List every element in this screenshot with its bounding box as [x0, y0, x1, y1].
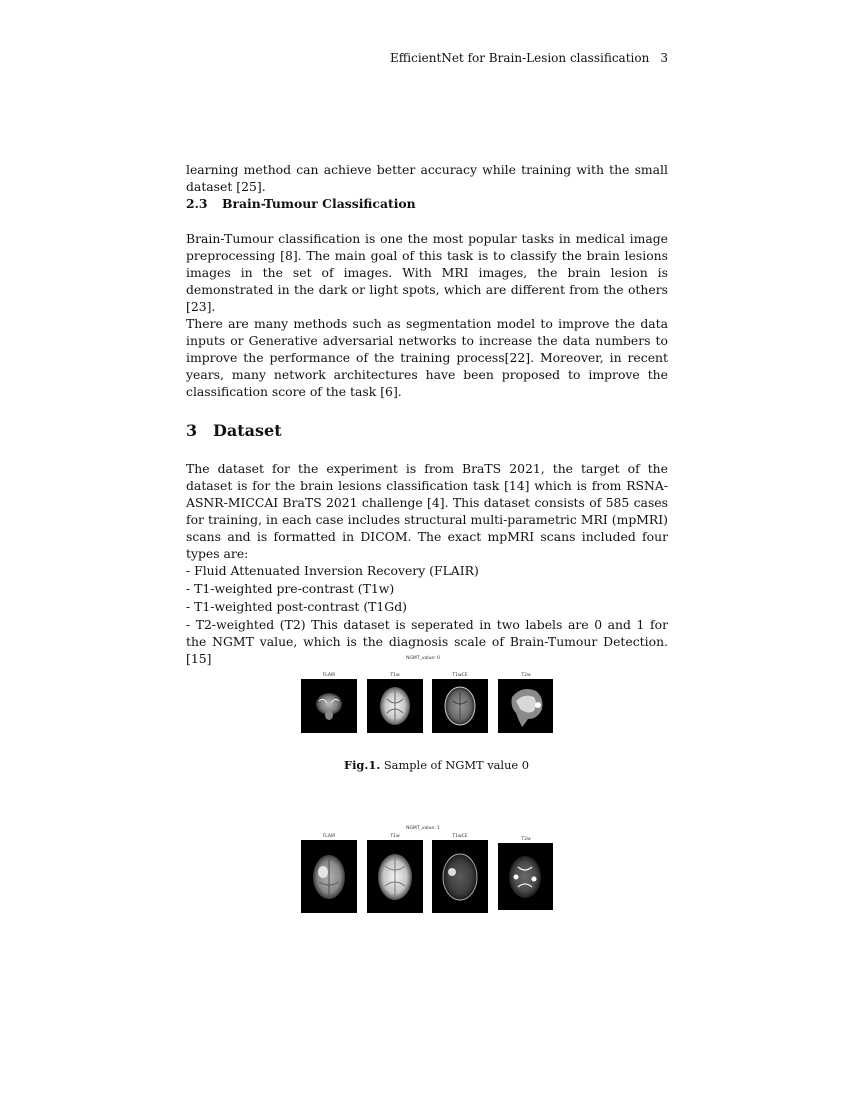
figure2-label-t1w: T1w	[390, 834, 400, 839]
list-item: - T2-weighted (T2) This dataset is seperated in two labels are 0 and 1 for the NGMT value, which is the diagnosis scale of Brain-Tumour Detection.[15]	[186, 617, 668, 666]
mri-image-t1wce-1	[432, 840, 488, 913]
mri-image-t1w-0	[367, 679, 423, 733]
caption-text: Sample of NGMT value 0	[380, 758, 530, 772]
figure1-label-flair: FLAIR	[322, 673, 336, 678]
section-number: 3	[186, 421, 198, 440]
figure2-label-flair: FLAIR	[322, 834, 336, 839]
list-item: - T1-weighted post-contrast (T1Gd)	[186, 599, 407, 614]
mri-image-flair-1	[301, 840, 357, 913]
mri-image-t1wce-0	[432, 679, 488, 733]
caption-label: Fig.1.	[344, 758, 381, 772]
list-item: - T1-weighted pre-contrast (T1w)	[186, 581, 395, 596]
running-title: EfficientNet for Brain-Lesion classification	[390, 51, 650, 65]
list-item: - Fluid Attenuated Inversion Recovery (FLAIR)	[186, 563, 479, 578]
mri-image-t2w-1	[498, 843, 553, 910]
paragraph-classification-1: Brain-Tumour classification is one the most popular tasks in medical image preprocessing [8]. The main goal of this task is to classify the brain lesions images in the set of images. With MRI images, the brain lesion is demonstrated in the dark or light spots, which are different from the others [23].	[186, 231, 668, 314]
intro-paragraph: learning method can achieve better accuracy while training with the small dataset [25].	[186, 162, 668, 194]
section-title: Dataset	[213, 421, 282, 440]
section-title: Brain-Tumour Classification	[222, 196, 416, 211]
figure1-label-t1w: T1w	[390, 673, 400, 678]
figure1-label-t2w: T2w	[521, 673, 531, 678]
page-number: 3	[660, 51, 668, 65]
section-2-3-body	[186, 230, 668, 400]
section-2-3-heading	[186, 195, 668, 212]
section-number: 2.3	[186, 196, 208, 211]
figure2-label-t1wce: T1wCE	[452, 834, 468, 839]
mri-image-t1w-1	[367, 840, 423, 913]
section-3-heading	[186, 421, 668, 441]
figure1-caption	[344, 758, 564, 772]
figure2-label-t2w: T2w	[521, 837, 531, 842]
figure1-title: NGMT_value: 0	[406, 656, 440, 661]
figure2-title: NGMT_value: 1	[406, 826, 440, 831]
mri-image-t2w-0	[498, 679, 553, 733]
paragraph-classification-2: There are many methods such as segmentation model to improve the data inputs or Generative adversarial networks to increase the data numbers to improve the performance of the training process[22]. Moreover, in recent years, many network architectures have been proposed to improve the classification score of the task [6].	[186, 316, 668, 399]
paragraph-dataset: The dataset for the experiment is from BraTS 2021, the target of the dataset is for the brain lesions classification task [14] which is from RSNA-ASNR-MICCAI BraTS 2021 challenge [4]. This dataset consists of 585 cases for training, in each case includes structural multi-parametric MRI (mpMRI) scans and is formatted in DICOM. The exact mpMRI scans included four types are:	[186, 461, 668, 561]
section-3-body	[186, 460, 668, 667]
mri-image-flair-0	[301, 679, 357, 733]
figure1-label-t1wce: T1wCE	[452, 673, 468, 678]
intro-block	[186, 161, 668, 195]
